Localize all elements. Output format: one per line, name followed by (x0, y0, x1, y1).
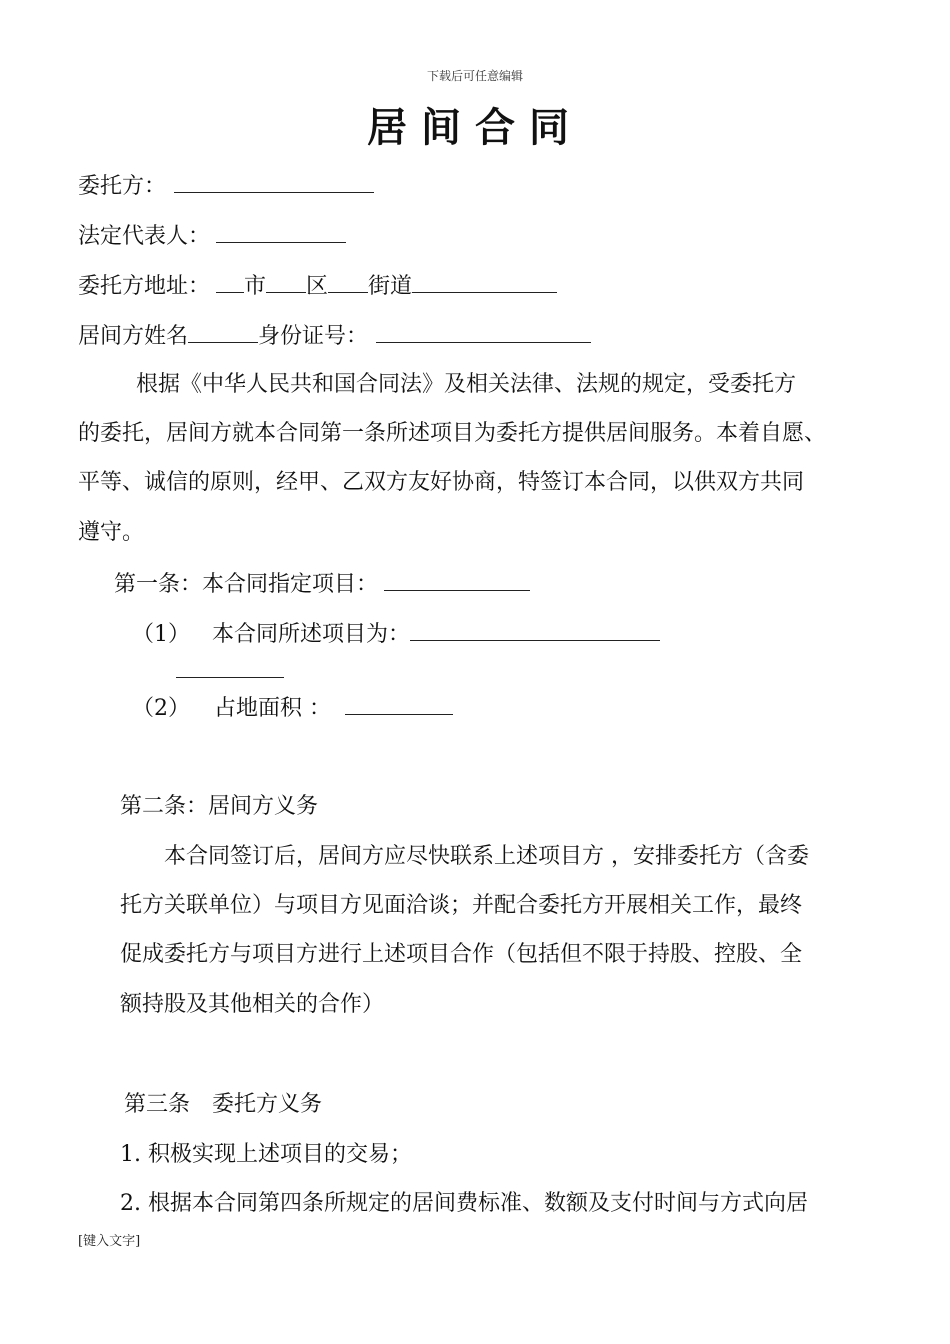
article1-item2-text: 占地面积 ： (214, 696, 331, 721)
article1-heading-row (114, 568, 530, 600)
article1-heading: 第一条：本合同指定项目： (114, 572, 379, 597)
legal-rep-label: 法定代表人： (78, 224, 211, 249)
intro-line-4: 遵守。 (78, 520, 145, 545)
address-blank-2 (266, 270, 306, 293)
legal-rep-field (78, 220, 346, 252)
article1-item1-text: 本合同所述项目为： (212, 622, 411, 647)
intro-line-2: 的委托，居间方就本合同第一条所述项目为委托方提供居间服务。本着自愿、 (78, 421, 827, 446)
footer-note: [键入文字] (78, 1234, 141, 1249)
address-field (78, 270, 557, 302)
article1-item2-blank (345, 692, 453, 715)
article1-item1-number: （1） (132, 622, 190, 647)
article3-heading: 第三条 委托方义务 (124, 1092, 323, 1117)
article2-line-2: 托方关联单位）与项目方见面洽谈；并配合委托方开展相关工作，最终 (120, 893, 803, 918)
article2-line-4: 额持股及其他相关的合作） (120, 992, 385, 1017)
article2-line-1: 本合同签订后，居间方应尽快联系上述项目方 ，安排委托方（含委 (164, 844, 809, 869)
article2-line-3: 促成委托方与项目方进行上述项目合作（包括但不限于持股、控股、全 (120, 942, 803, 967)
address-city-label: 市 (244, 274, 267, 299)
broker-name-blank (188, 320, 258, 343)
address-blank-4 (412, 270, 557, 293)
article1-item1-row (132, 618, 660, 650)
address-street-label: 街道 (368, 274, 413, 299)
principal-blank (174, 170, 374, 193)
article1-project-blank (384, 568, 530, 591)
intro-line-3: 平等、诚信的原则，经甲、乙双方友好协商，特签订本合同，以供双方共同 (78, 470, 805, 495)
article1-item1-blank (410, 618, 660, 641)
broker-field (78, 320, 591, 352)
intro-line-1: 根据《中华人民共和国合同法》及相关法律、法规的规定，受委托方 (136, 372, 797, 397)
principal-label: 委托方： (78, 174, 167, 199)
article1-item2-row (132, 692, 453, 724)
article3-item-1: 1. 积极实现上述项目的交易； (120, 1142, 412, 1167)
document-title: 居间合同 (367, 104, 583, 151)
address-blank-3 (328, 270, 368, 293)
address-district-label: 区 (306, 274, 329, 299)
id-label: 身份证号： (258, 324, 369, 349)
article3-item-2: 2. 根据本合同第四条所规定的居间费标准、数额及支付时间与方式向居 (120, 1191, 808, 1216)
article2-heading: 第二条：居间方义务 (120, 794, 319, 819)
article1-item1-blank-continued (176, 655, 284, 678)
principal-field (78, 170, 374, 202)
address-blank-1 (216, 270, 244, 293)
id-blank (376, 320, 591, 343)
header-note: 下载后可任意编辑 (426, 69, 523, 83)
article1-item2-number: （2） (132, 696, 190, 721)
address-label: 委托方地址： (78, 274, 211, 299)
legal-rep-blank (216, 220, 346, 243)
broker-name-label: 居间方姓名 (78, 324, 189, 349)
